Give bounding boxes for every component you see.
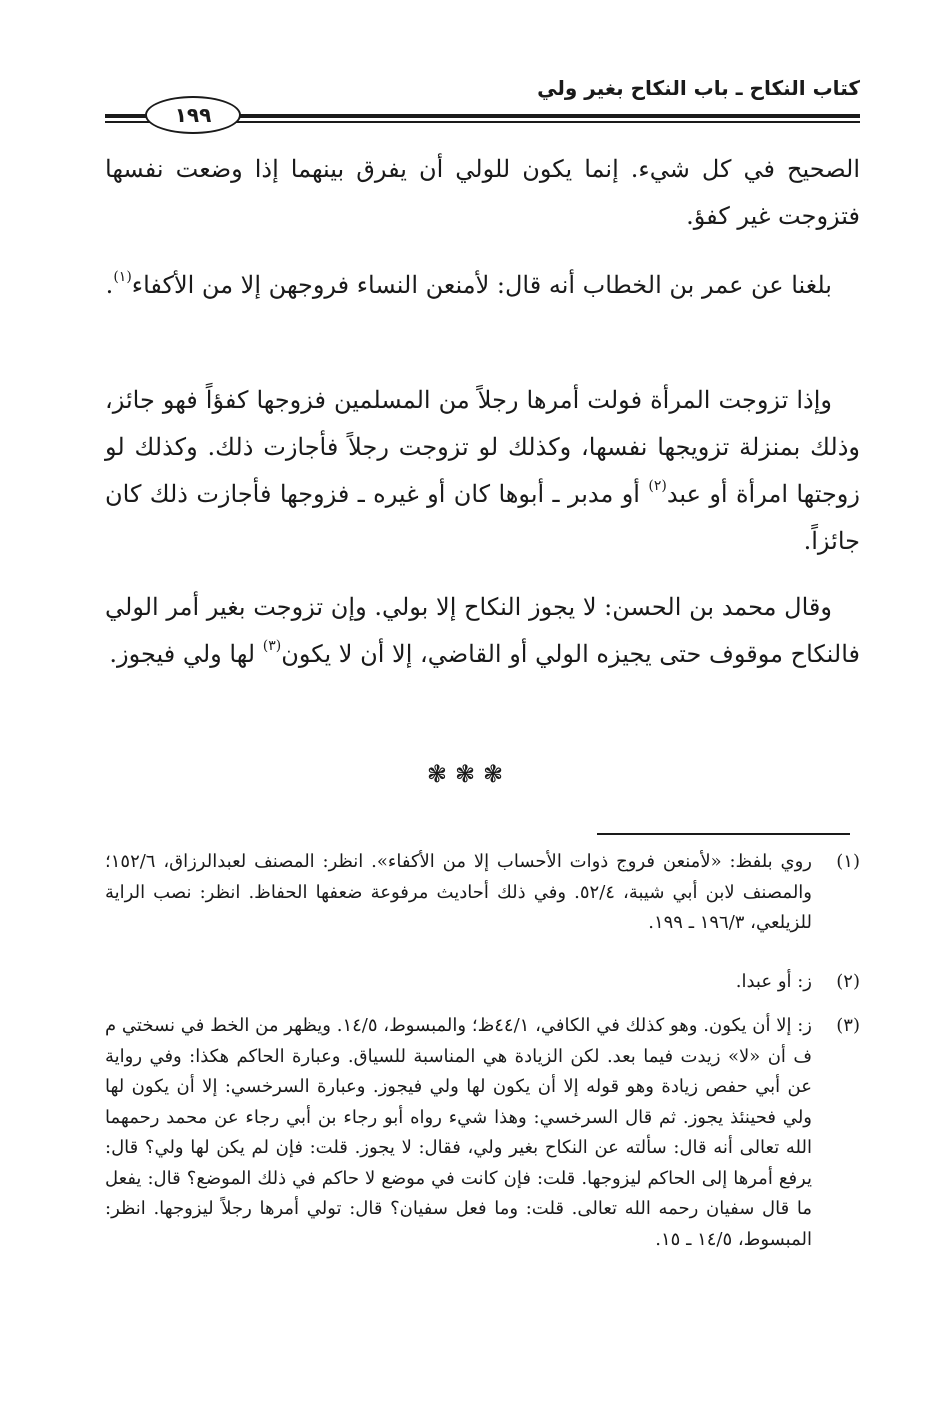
footnote-number: (١) — [836, 851, 860, 872]
paragraph-3-text: وإذا تزوجت المرأة فولت أمرها رجلاً من المسلمين فزوجها كفؤاً فهو جائز، وذلك بمنزلة تزويجها نفسها، وكذلك لو تزوجت رجلاً فأجازت ذلك. وكذلك لو زوجتها امرأة أو عبد — [105, 386, 860, 508]
paragraph-2-end: . — [105, 271, 114, 299]
footnote-number: (٣) — [836, 1015, 860, 1036]
page-number: ١٩٩ — [145, 96, 241, 134]
footnote-3 — [105, 1011, 860, 1255]
footnote-number: (٢) — [836, 971, 860, 992]
running-title: كتاب النكاح ـ باب النكاح بغير ولي — [537, 76, 860, 100]
footnote-text: روي بلفظ: «لأمنعن فروج ذوات الأحساب إلا من الأكفاء». انظر: المصنف لعبدالرزاق، ١٥٢/٦؛ والمصنف لابن أبي شيبة، ٥٢/٤. وفي ذلك أحاديث مرفوعة ضعفها الحفاظ. انظر: نصب الراية للزيلعي، ١٩٦/٣ ـ ١٩٩. — [105, 851, 812, 933]
paragraph-4-text: وقال محمد بن الحسن: لا يجوز النكاح إلا بولي. وإن تزوجت بغير أمر الولي فالنكاح موقوف حتى يجيزه الولي أو القاضي، إلا أن لا يكون — [105, 593, 860, 668]
footnote-rule — [597, 833, 850, 835]
paragraph-2-text: بلغنا عن عمر بن الخطاب أنه قال: لأمنعن النساء فروجهن إلا من الأكفاء — [131, 271, 832, 299]
paragraph-1 — [105, 146, 860, 240]
section-separator: ❃❃❃ — [426, 760, 512, 788]
footnote-ref-3: (٣) — [262, 638, 282, 654]
paragraph-1-text: الصحيح في كل شيء. إنما يكون للولي أن يفرق بينهما إذا وضعت نفسها فتزوجت غير كفؤ. — [105, 155, 860, 230]
paragraph-2 — [105, 262, 860, 309]
page-header — [105, 70, 860, 130]
footnote-1 — [105, 847, 860, 939]
footnote-text: ز: إلا أن يكون. وهو كذلك في الكافي، ٤٤/١ظ؛ والمبسوط، ١٤/٥. ويظهر من الخط في نسختي م ف أن «لا» زيدت فيما بعد. لكن الزيادة هي المناسبة للسياق. وعبارة الحاكم هكذا: وفي رواية عن أبي حفص زيادة وهو قوله إلا أن يكون لها ولي فيجوز. وعبارة السرخسي: إلا أن يكون لها ولي فحينئذ يجوز. ثم قال السرخسي: وهذا شيء رواه أبو رجاء بن أبي رجاء عن محمد رحمهما الله تعالى أنه قال: سألته عن النكاح بغير ولي، فقال: لا يجوز. قلت: فإن لم يكن لها ولي؟ قال: يرفع أمرها إلى الحاكم ليزوجها. قلت: فإن كانت في موضع لا حاكم في ذلك الموضع؟ قال: يفعل ما قال سفيان رحمه الله تعالى. قلت: وما فعل سفيان؟ قال: تولي أمرها رجلاً ليزوجها. انظر: المبسوط، ١٤/٥ ـ ١٥. — [105, 1015, 812, 1250]
paragraph-3-end: أو مدبر ـ أبوها كان أو غيره ـ فزوجها فأجازت ذلك كان جائزاً. — [105, 480, 860, 555]
footnote-ref-2: (٢) — [648, 478, 667, 494]
footnote-ref-1: (١) — [113, 269, 132, 285]
paragraph-4 — [105, 584, 860, 678]
paragraph-3 — [105, 377, 860, 565]
footnote-text: ز: أو عبدا. — [735, 971, 812, 992]
paragraph-4-end: لها ولي فيجوز. — [109, 640, 263, 668]
footnote-2 — [105, 967, 860, 998]
